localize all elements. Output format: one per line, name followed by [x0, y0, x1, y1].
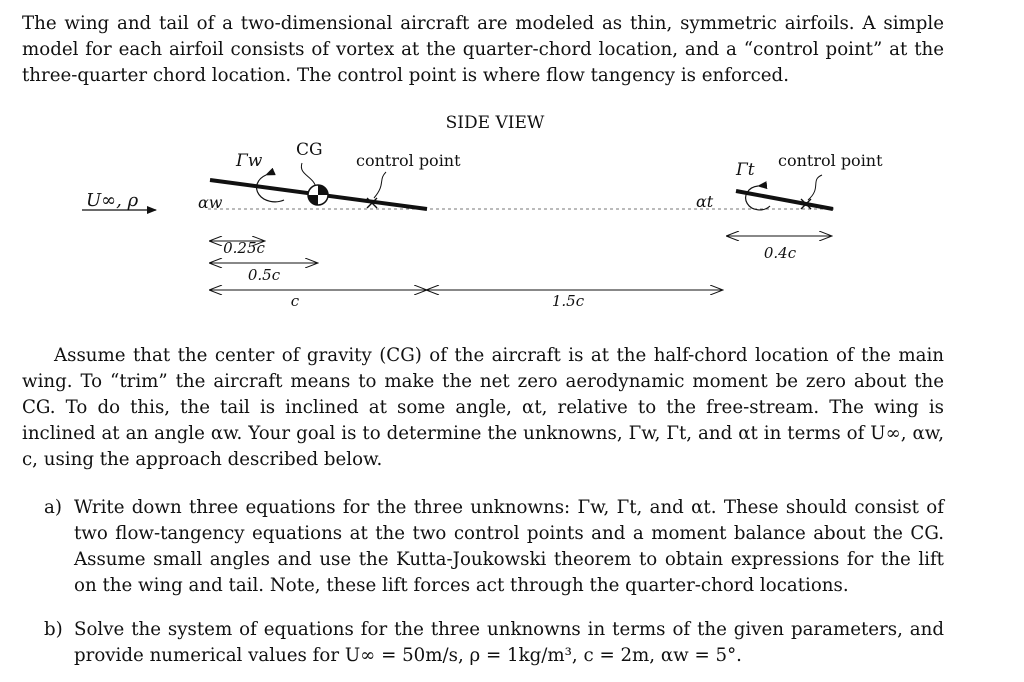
wing-vortex-label: Γw [236, 151, 263, 171]
question-part-b [44, 617, 944, 669]
tail-airfoil [736, 191, 833, 209]
intro-paragraph: The wing and tail of a two-dimensional aircraft are modeled as thin, symmetric airfoils. A simple model for each airfoil consists of vortex at the quarter-chord location, and a “control point” at the three-quarter chord location. The control point is where flow tangency is enforced. [22, 13, 944, 86]
part-a-text: Write down three equations for the three unknowns: Γw, Γt, and αt. These should consist of two flow-tangency equations at the two control points and a moment balance about the CG. Assume small angles and use the Kutta-Joukowski theorem to obtain expressions for the lift on the wing and tail. Note, these lift forces act through the quarter-chord locations. [74, 497, 944, 596]
cg-pointer-line [301, 163, 316, 188]
part-a-label: a) [44, 497, 62, 518]
question-part-a [44, 495, 944, 599]
dim-chord-label: c [290, 292, 300, 310]
dim-half-chord-label: 0.5c [247, 266, 281, 284]
diagram-title: SIDE VIEW [445, 113, 545, 133]
cg-label: CG [296, 140, 323, 160]
dim-quarter-chord-label: 0.25c [223, 239, 265, 257]
cg-symbol-icon [308, 185, 328, 205]
part-b-text: Solve the system of equations for the three unknowns in terms of the given parameters, and provide numerical values for U∞ = 50m/s, ρ = 1kg/m³, c = 2m, αw = 5°. [74, 619, 944, 666]
assumption-paragraph: Assume that the center of gravity (CG) of the aircraft is at the half-chord location of the main wing. To “trim” the aircraft means to make the net zero aerodynamic moment be zero about the CG. To do this, the tail is inclined at some angle, αt, relative to the free-stream. The wing is inclined at an angle αw. Your goal is to determine the unknowns, Γw, Γt, and αt in terms of U∞, αw, c, using the approach described below. [22, 345, 944, 470]
tail-angle-label: αt [696, 192, 714, 211]
tail-control-pointer [808, 175, 822, 200]
wing-angle-label: αw [198, 193, 223, 212]
freestream-label: U∞, ρ [86, 190, 139, 211]
tail-control-point-label: control point [778, 151, 883, 170]
wing-control-point-label: control point [356, 151, 461, 170]
dim-tail-distance-label: 1.5c [551, 292, 585, 310]
dim-tail-chord-label: 0.4c [763, 244, 797, 262]
wing-control-pointer [374, 172, 386, 198]
tail-vortex-label: Γt [736, 160, 755, 180]
part-b-label: b) [44, 619, 63, 640]
